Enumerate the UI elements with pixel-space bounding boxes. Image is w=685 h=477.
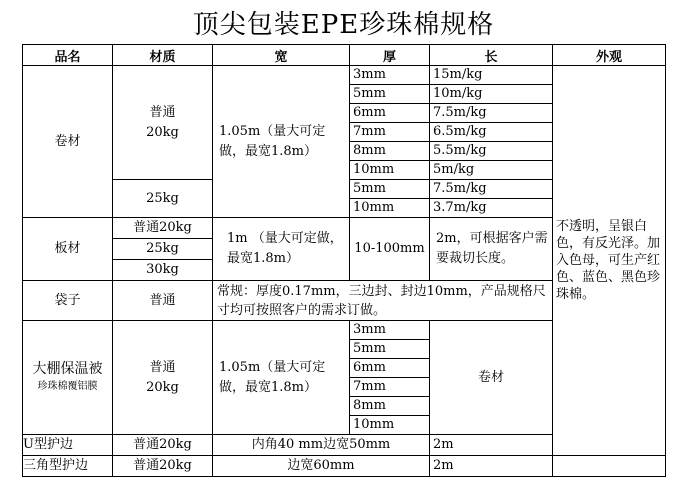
greenhouse-thickness: 10mm [350, 416, 430, 435]
greenhouse-name: 大棚保温被 [32, 360, 103, 377]
roll-thickness: 7mm [350, 123, 430, 142]
roll-length: 15m/kg [430, 66, 553, 85]
greenhouse-material: 普通 20kg [113, 321, 213, 435]
u-edge-width: 内角40 mm边宽50mm [213, 435, 430, 456]
header-width: 宽 [213, 45, 350, 66]
greenhouse-thickness: 6mm [350, 359, 430, 378]
greenhouse-length: 卷材 [430, 321, 553, 435]
tri-edge-appearance-empty [553, 456, 666, 477]
greenhouse-thickness: 7mm [350, 378, 430, 397]
roll-material-b: 25kg [113, 180, 213, 218]
header-row [23, 45, 666, 66]
roll-length: 5.5m/kg [430, 142, 553, 161]
board-thickness: 10-100mm [350, 218, 430, 281]
u-edge-name: U型护边 [23, 435, 113, 456]
tri-edge-length: 2m [430, 456, 553, 477]
greenhouse-name-cell [23, 321, 113, 435]
greenhouse-thickness: 8mm [350, 397, 430, 416]
tri-edge-material: 普通20kg [113, 456, 213, 477]
roll-width: 1.05m（量大可定做，最宽1.8m） [213, 66, 350, 218]
roll-thickness: 10mm [350, 199, 430, 218]
greenhouse-width: 1.05m（量大可定做，最宽1.8m） [213, 321, 350, 435]
greenhouse-thickness: 5mm [350, 340, 430, 359]
board-name: 板材 [23, 218, 113, 281]
header-material: 材质 [113, 45, 213, 66]
u-edge-length: 2m [430, 435, 553, 456]
u-edge-material: 普通20kg [113, 435, 213, 456]
roll-thickness: 5mm [350, 85, 430, 104]
bag-name: 袋子 [23, 281, 113, 321]
tri-edge-width: 边宽60mm [213, 456, 430, 477]
roll-material-a: 普通 20kg [113, 66, 213, 180]
roll-thickness: 6mm [350, 104, 430, 123]
roll-name: 卷材 [23, 66, 113, 218]
greenhouse-subname: 珍珠棉覆铝膜 [37, 380, 98, 392]
roll-thickness: 8mm [350, 142, 430, 161]
bag-material: 普通 [113, 281, 213, 321]
roll-length: 7.5m/kg [430, 104, 553, 123]
page-title: 顶尖包装EPE珍珠棉规格 [192, 10, 495, 40]
roll-length: 10m/kg [430, 85, 553, 104]
board-width: 1m （量大可定做，最宽1.8m） [213, 218, 350, 281]
roll-length: 7.5m/kg [430, 180, 553, 199]
board-material: 30kg [113, 260, 213, 281]
header-appearance: 外观 [553, 45, 666, 66]
appearance-note: 不透明，呈银白色，有反光泽。加入色母，可生产红色、蓝色、黑色珍珠棉。 [553, 66, 666, 456]
header-name: 品名 [23, 45, 113, 66]
board-length: 2m，可根据客户需要裁切长度。 [430, 218, 553, 281]
header-thickness: 厚 [350, 45, 430, 66]
board-material: 25kg [113, 239, 213, 260]
spec-table [22, 44, 666, 477]
tri-edge-name: 三角型护边 [23, 456, 113, 477]
roll-thickness: 5mm [350, 180, 430, 199]
header-length: 长 [430, 45, 553, 66]
roll-length: 5m/kg [430, 161, 553, 180]
roll-length: 6.5m/kg [430, 123, 553, 142]
roll-length: 3.7m/kg [430, 199, 553, 218]
greenhouse-thickness: 3mm [350, 321, 430, 340]
roll-thickness: 3mm [350, 66, 430, 85]
board-material: 普通20kg [113, 218, 213, 239]
bag-note: 常规：厚度0.17mm，三边封、封边10mm，产品规格尺寸均可按照客户的需求订做。 [213, 281, 553, 321]
roll-thickness: 10mm [350, 161, 430, 180]
